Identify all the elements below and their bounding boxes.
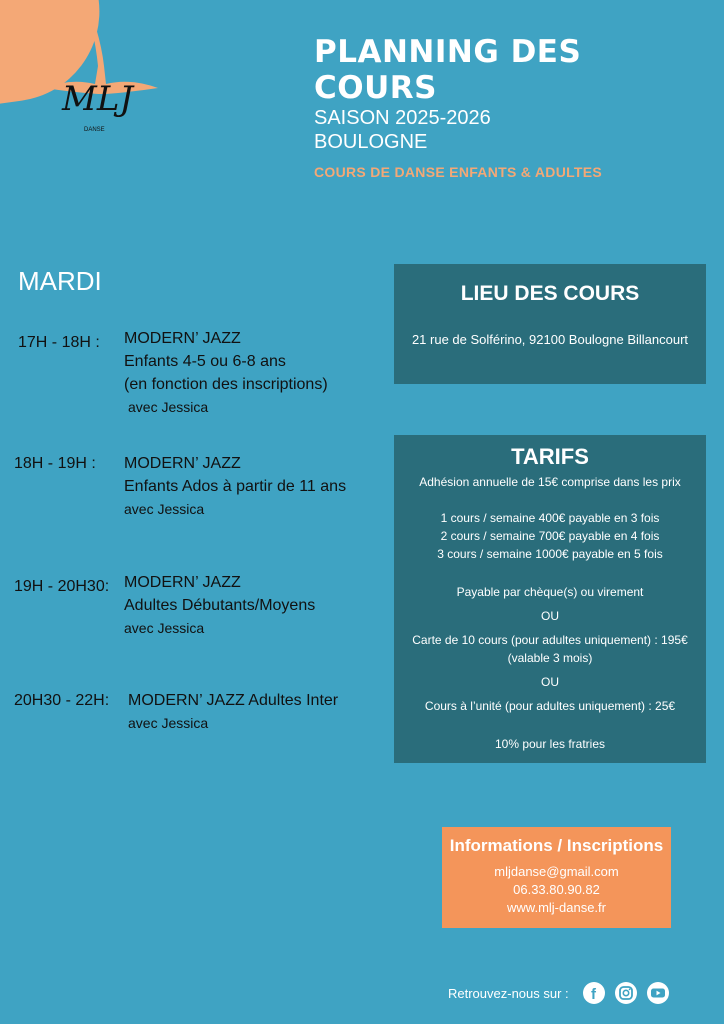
tarifs-unite: Cours à l’unité (pour adultes uniquement) : 25€: [424, 699, 676, 713]
course-item: [14, 571, 374, 646]
tarifs-price: 1 cours / semaine 400€ payable en 3 fois: [440, 511, 660, 525]
tarifs-fratries: 10% pour les fratries: [494, 737, 606, 751]
course-line: MODERN’ JAZZ: [124, 574, 241, 591]
tarifs-title: TARIFS: [511, 444, 589, 469]
course-teacher: avec Jessica: [128, 715, 209, 731]
tagline: COURS DE DANSE ENFANTS & ADULTES: [314, 164, 603, 180]
header: [314, 34, 714, 180]
svg-text:f: f: [590, 986, 596, 1003]
info-website[interactable]: www.mlj-danse.fr: [507, 900, 606, 915]
info-title: Informations / Inscriptions: [449, 836, 664, 855]
course-teacher: avec Jessica: [124, 620, 205, 636]
tarifs-or: OU: [541, 609, 559, 623]
tarifs-carte: Carte de 10 cours (pour adultes uniquement) : 195€: [412, 633, 688, 647]
course-line: MODERN’ JAZZ Adultes Inter: [128, 692, 339, 709]
tarifs-payment: Payable par chèque(s) ou virement: [456, 585, 644, 599]
course-description: [124, 452, 346, 521]
info-phone[interactable]: 06.33.80.90.82: [513, 882, 600, 897]
course-description: [124, 571, 315, 640]
course-line: Enfants 4-5 ou 6-8 ans: [124, 353, 286, 370]
logo: [40, 26, 160, 136]
course-item: [14, 452, 374, 527]
course-description: [124, 327, 328, 419]
tarifs-price: 2 cours / semaine 700€ payable en 4 fois: [440, 529, 660, 543]
tarifs-carte-note: (valable 3 mois): [507, 651, 593, 665]
course-time: 19H - 20H30:: [14, 578, 110, 595]
course-item: [18, 327, 378, 427]
course-line: Enfants Ados à partir de 11 ans: [124, 478, 347, 495]
facebook-icon[interactable]: [583, 982, 605, 1004]
youtube-icon[interactable]: [647, 982, 669, 1004]
tarifs-or: OU: [541, 675, 559, 689]
tarifs-box: [394, 435, 706, 763]
logo-sub: DANSE: [84, 127, 105, 133]
lieu-address: 21 rue de Solférino, 92100 Boulogne Billancourt: [411, 332, 689, 347]
lieu-box: [394, 264, 706, 384]
info-email[interactable]: mljdanse@gmail.com: [494, 864, 619, 879]
social-label: Retrouvez-nous sur :: [448, 985, 569, 1001]
course-description: [128, 689, 338, 735]
logo-mark: MLJ: [62, 79, 134, 119]
season: SAISON 2025-2026: [314, 107, 491, 129]
info-box: [442, 827, 671, 928]
course-teacher: avec Jessica: [124, 501, 205, 517]
lieu-title: LIEU DES COURS: [460, 282, 640, 305]
course-line: (en fonction des inscriptions): [124, 376, 328, 393]
course-line: MODERN’ JAZZ: [124, 455, 241, 472]
day-heading: MARDI: [18, 266, 102, 296]
social-bar: [448, 982, 679, 1004]
tarifs-price: 3 cours / semaine 1000€ payable en 5 fois: [437, 547, 663, 561]
course-teacher: avec Jessica: [128, 399, 209, 415]
page-title: PLANNING DES COURS: [314, 34, 582, 106]
city: BOULOGNE: [314, 131, 428, 153]
course-time: 18H - 19H :: [14, 455, 96, 472]
course-time: 17H - 18H :: [18, 334, 100, 351]
tarifs-adhesion: Adhésion annuelle de 15€ comprise dans les prix: [419, 475, 681, 489]
instagram-icon[interactable]: [615, 982, 637, 1004]
course-item: [14, 689, 374, 739]
course-line: MODERN’ JAZZ: [124, 330, 241, 347]
course-line: Adultes Débutants/Moyens: [124, 597, 316, 614]
course-time: 20H30 - 22H:: [14, 692, 110, 709]
